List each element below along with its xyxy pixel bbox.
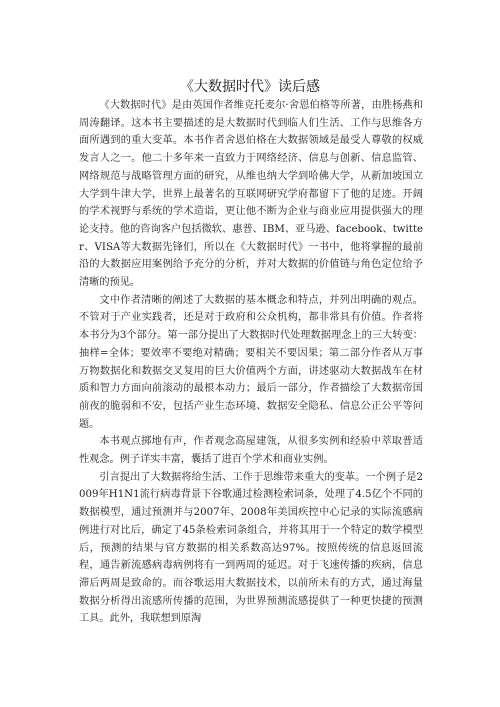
document-body [79,97,423,628]
page-title: 《大数据时代》读后感 [180,79,320,95]
paragraph-intro: 《大数据时代》是由英国作者维克托麦尔·舍恩伯格等所著，由胜杨燕和周涛翻译。这本书主要描述的是大数据时代到临人们生活、工作与思维各方面所遇到的重大变革。本书作者舍恩伯格在大数据领域是最受人尊敬的权威发言人之一。他二十多年来一直致力于网络经济、信息与创新、信息监管、网络规范与战略管理方面的研究，从维也纳大学到哈佛大学，从新加坡国立大学到牛津大学，世界上最著名的互联网研究学府都留下了他的足迹。开阔的学术视野与系统的学术造诣，更让他不断为企业与商业应用提供强大的理论支持。他的咨询客户包括微软、惠普、IBM、亚马逊、facebook、twitter、VISA等大数据先锋们，所以在《大数据时代》一书中，他将掌握的最前沿的大数据应用案例给予充分的分析，并对大数据的价值链与角色定位给予清晰的预见。 [79,100,423,289]
paragraph-viewpoint: 本书观点掷地有声，作者观念高屋建瓴，从很多实例和经验中萃取普适性观念。例子详实丰富，囊括了进百个学术和商业实例。 [79,436,423,466]
paragraph-introduction-example: 引言提出了大数据将给生活、工作于思维带来重大的变革。一个例子是2009年H1N1流行病毒背景下谷歌通过检测检索词条，处理了4.5亿个不同的数据模型，通过预测并与2007年、2008年美国疾控中心记录的实际流感病例进行对比后，确定了45条检索词条组合，并将其用于一个特定的数学模型后，预测的结果与官方数据的相关系数高达97%。按照传统的信息返回流程，通告新流感病毒病例将有一到两周的延迟。对于飞速传播的疾病，信息滞后两周是致命的。而谷歌运用大数据技术，以前所未有的方式，通过海量数据分析得出流感所传播的范围，为世界预测流感提供了一种更快捷的预测工具。此外，我联想到原淘 [79,471,423,625]
paragraph-structure: 文中作者清晰的阐述了大数据的基本概念和特点，并列出明确的观点。不管对于产业实践者，还是对于政府和公众机构，都非常具有价值。作者将本书分为3个部分。第一部分提出了大数据时代处理数据理念上的三大转变：抽样=全体；要效率不要绝对精确；要相关不要因果；第二部分作者从万事万物数据化和数据交叉复用的巨大价值两个方面，讲述驱动大数据战车在材质和智力方面向前滚动的最根本动力；最后一部分，作者描绘了大数据帝国前夜的脆弱和不安，包括产业生态环境、数据安全隐私、信息公正公平等问题。 [79,294,423,430]
